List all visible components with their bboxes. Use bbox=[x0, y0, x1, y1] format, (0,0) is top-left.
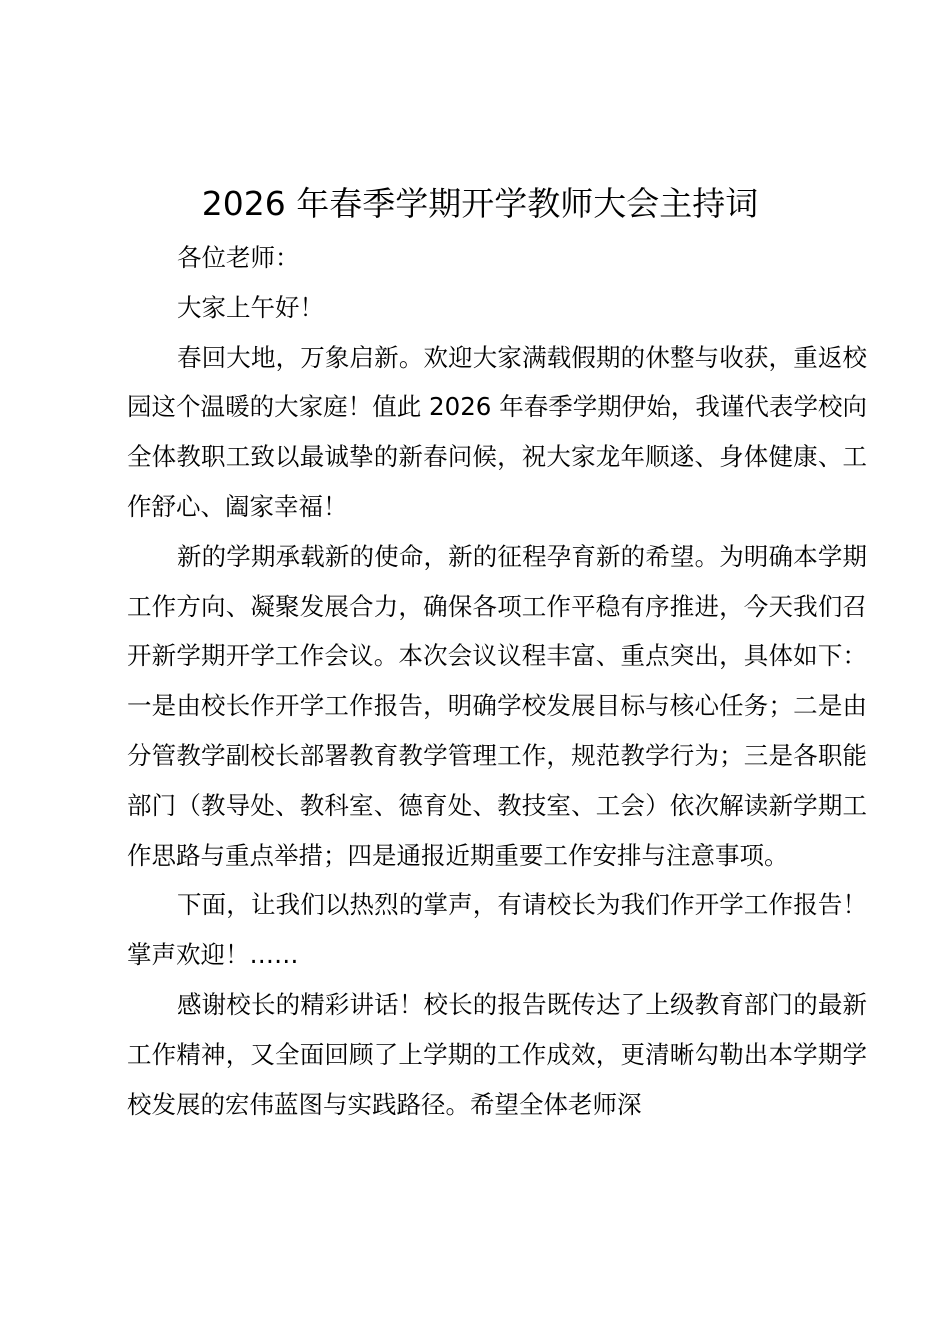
document-body bbox=[127, 233, 867, 1129]
document-title: 2026 年春季学期开学教师大会主持词 bbox=[201, 184, 759, 223]
paragraph-thanks: 感谢校长的精彩讲话！校长的报告既传达了上级教育部门的最新工作精神，又全面回顾了上学期的工作成效，更清晰勾勒出本学期学校发展的宏伟蓝图与实践路径。希望全体老师深 bbox=[127, 989, 867, 1119]
paragraph-salutation: 各位老师： bbox=[177, 243, 300, 272]
paragraph-agenda: 新的学期承载新的使命，新的征程孕育新的希望。为明确本学期工作方向、凝聚发展合力，确保各项工作平稳有序推进，今天我们召开新学期开学工作会议。本次会议议程丰富、重点突出，具体如下：一是由校长作开学工作报告，明确学校发展目标与核心任务；二是由分管教学副校长部署教育教学管理工作，规范教学行为；三是各职能部门（教导处、教科室、德育处、教技室、工会）依次解读新学期工作思路与重点举措；四是通报近期重要工作安排与注意事项。 bbox=[127, 541, 867, 870]
paragraph-greeting: 大家上午好！ bbox=[177, 292, 324, 322]
paragraph-welcome: 春回大地，万象启新。欢迎大家满载假期的休整与收获，重返校园这个温暖的大家庭！值此 2026 年春季学期伊始，我谨代表学校向全体教职工致以最诚挚的新春问候，祝大家龙年顺遂、身体健康、工作舒心、阖家幸福！ bbox=[127, 342, 867, 521]
paragraph-invite-principal: 下面，让我们以热烈的掌声，有请校长为我们作开学工作报告！掌声欢迎！…… bbox=[127, 890, 867, 970]
